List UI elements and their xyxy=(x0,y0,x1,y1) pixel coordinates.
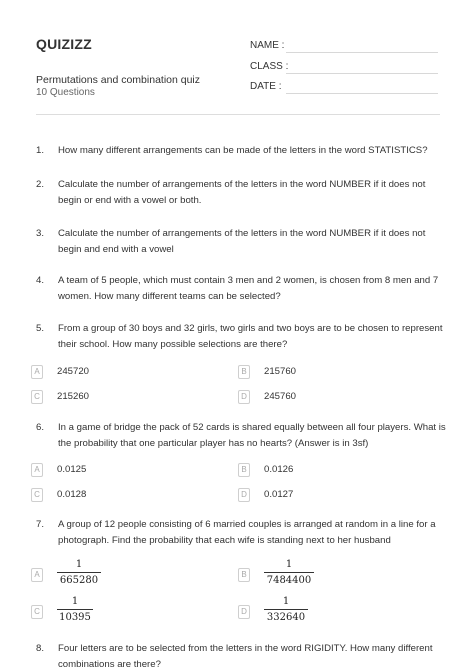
fraction xyxy=(262,558,316,587)
option-letter-badge: C xyxy=(31,605,43,619)
option-value: 215260 xyxy=(57,391,90,402)
fraction-numerator: 1 xyxy=(282,596,290,607)
fraction xyxy=(55,595,95,624)
option-value: 0.0125 xyxy=(57,464,87,475)
fraction xyxy=(262,595,310,624)
fraction xyxy=(55,558,103,587)
date-line xyxy=(286,93,438,94)
option-value: 245720 xyxy=(57,366,90,377)
question-text: From a group of 30 boys and 32 girls, two girls and two boys are to be chosen to represent their school. How many possible selections are there? xyxy=(58,323,443,350)
fraction-bar xyxy=(264,572,314,573)
fraction-bar xyxy=(57,609,93,610)
fraction-denominator: 7484400 xyxy=(266,575,312,586)
question-number: 4. xyxy=(36,275,45,286)
option-letter-badge: C xyxy=(31,390,43,404)
date-label: DATE : xyxy=(250,81,282,92)
fraction-bar xyxy=(57,572,101,573)
fraction-denominator: 10395 xyxy=(59,612,91,623)
question-text: A group of 12 people consisting of 6 married couples is arranged at random in a line for a photograph. Find the probability that each wife is standing next to her husband xyxy=(58,519,436,546)
worksheet-header xyxy=(0,0,474,120)
question-text: How many different arrangements can be made of the letters in the word STATISTICS? xyxy=(58,145,428,156)
fraction-denominator: 665280 xyxy=(59,575,99,586)
question-text: Four letters are to be selected from the letters in the word RIGIDITY. How many different combinations are there? xyxy=(58,643,433,670)
question-text: Calculate the number of arrangements of the letters in the word NUMBER if it does not begin or end with a vowel or both. xyxy=(58,179,426,206)
option-letter-badge: D xyxy=(238,605,250,619)
fraction-numerator: 1 xyxy=(71,596,79,607)
quizizz-logo: QUIZIZZ xyxy=(36,36,92,52)
quiz-title: Permutations and combination quiz xyxy=(36,74,201,86)
question-number: 5. xyxy=(36,323,45,334)
option-letter-badge: D xyxy=(238,488,250,502)
fraction-denominator: 332640 xyxy=(266,612,306,623)
option-letter-badge: D xyxy=(238,390,250,404)
option-letter-badge: B xyxy=(238,463,250,477)
name-line xyxy=(286,52,438,53)
option-value: 0.0126 xyxy=(264,464,294,475)
question-number: 6. xyxy=(36,422,45,433)
date-field[interactable] xyxy=(250,81,281,92)
class-field[interactable] xyxy=(250,61,288,72)
question-number: 2. xyxy=(36,179,45,190)
option-letter-badge: B xyxy=(238,568,250,582)
question-number: 1. xyxy=(36,145,45,156)
name-label: NAME : xyxy=(250,40,285,51)
header-divider xyxy=(36,114,440,115)
class-label: CLASS : xyxy=(250,61,289,72)
question-count: 10 Questions xyxy=(36,87,95,98)
question-number: 7. xyxy=(36,519,45,530)
question-text: In a game of bridge the pack of 52 cards is shared equally between all four players. What is the probability that one particular player has no hearts? (Answer is in 3sf) xyxy=(58,422,446,449)
class-line xyxy=(286,73,438,74)
option-value: 245760 xyxy=(264,391,297,402)
option-letter-badge: B xyxy=(238,365,250,379)
fraction-bar xyxy=(264,609,308,610)
option-value: 215760 xyxy=(264,366,297,377)
option-letter-badge: C xyxy=(31,488,43,502)
question-number: 3. xyxy=(36,228,45,239)
option-letter-badge: A xyxy=(31,568,43,582)
option-letter-badge: A xyxy=(31,365,43,379)
question-text: Calculate the number of arrangements of the letters in the word NUMBER if it does not begin and end with a vowel xyxy=(58,228,426,255)
name-field[interactable] xyxy=(250,40,284,51)
question-number: 8. xyxy=(36,643,45,654)
question-text: A team of 5 people, which must contain 3 men and 2 women, is chosen from 8 men and 7 women. How many different teams can be selected? xyxy=(58,275,439,302)
fraction-numerator: 1 xyxy=(75,559,83,570)
option-value: 0.0128 xyxy=(57,489,87,500)
option-value: 0.0127 xyxy=(264,489,294,500)
option-letter-badge: A xyxy=(31,463,43,477)
fraction-numerator: 1 xyxy=(285,559,293,570)
